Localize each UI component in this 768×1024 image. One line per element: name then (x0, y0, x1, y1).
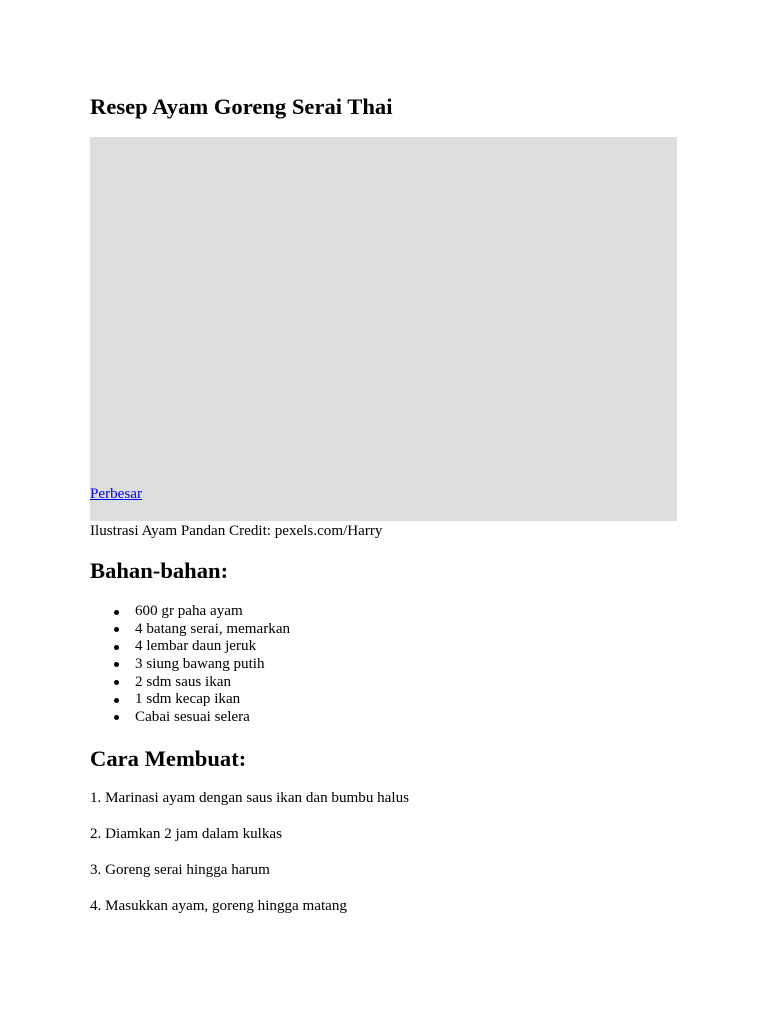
ingredient-text: 4 lembar daun jeruk (135, 638, 257, 655)
ingredient-item (135, 603, 677, 621)
ingredient-text: 4 batang serai, memarkan (135, 620, 291, 637)
bullet-icon (114, 715, 119, 720)
ingredient-text: Cabai sesuai selera (135, 708, 250, 725)
ingredient-text: 2 sdm saus ikan (135, 673, 232, 690)
step-item: 1. Marinasi ayam dengan saus ikan dan bumbu halus (90, 789, 409, 806)
image-caption: Ilustrasi Ayam Pandan Credit: pexels.com/Harry (90, 523, 383, 539)
article-title: Resep Ayam Goreng Serai Thai (90, 94, 393, 119)
bullet-icon (114, 627, 119, 632)
bullet-icon (114, 610, 119, 615)
ingredient-text: 1 sdm kecap ikan (135, 691, 241, 708)
ingredient-item (135, 674, 677, 692)
steps-list (90, 790, 677, 916)
ingredient-item (135, 621, 677, 639)
enlarge-image-link[interactable]: Perbesar (90, 486, 142, 502)
ingredients-list (90, 603, 677, 727)
ingredient-item (135, 638, 677, 656)
ingredient-item (135, 709, 677, 727)
ingredient-item (135, 656, 677, 674)
article-image (90, 137, 677, 521)
ingredient-item (135, 691, 677, 709)
step-item: 4. Masukkan ayam, goreng hingga matang (90, 897, 347, 914)
bullet-icon (114, 645, 119, 650)
step-item: 2. Diamkan 2 jam dalam kulkas (90, 825, 282, 842)
steps-heading: Cara Membuat: (90, 745, 247, 771)
article (90, 94, 677, 916)
bullet-icon (114, 698, 119, 703)
ingredient-text: 3 siung bawang putih (135, 655, 265, 672)
bullet-icon (114, 680, 119, 685)
step-item: 3. Goreng serai hingga harum (90, 861, 270, 878)
ingredients-heading: Bahan-bahan: (90, 558, 229, 583)
bullet-icon (114, 662, 119, 667)
ingredient-text: 600 gr paha ayam (135, 603, 243, 619)
